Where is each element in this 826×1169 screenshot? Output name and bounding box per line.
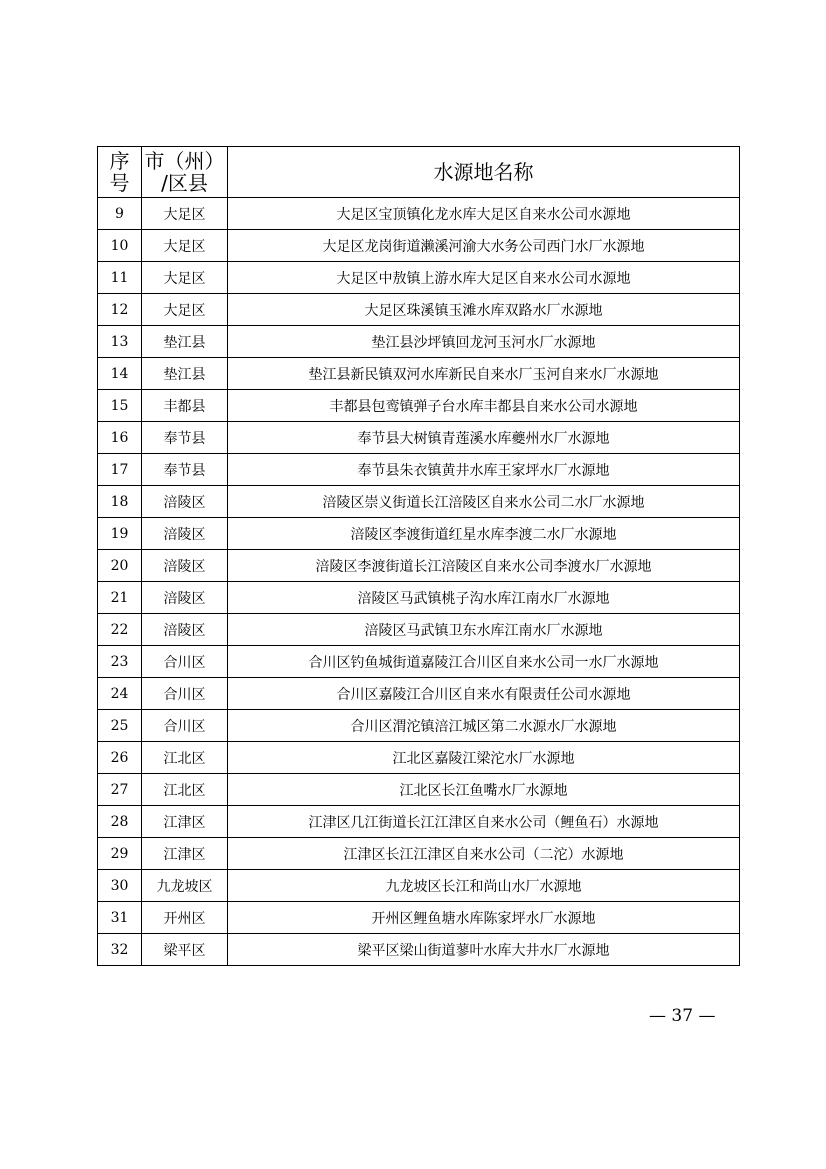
cell-serial-number: 25 — [98, 710, 142, 742]
cell-serial-number: 27 — [98, 774, 142, 806]
cell-serial-number: 10 — [98, 230, 142, 262]
table-row — [98, 710, 740, 742]
table-row — [98, 390, 740, 422]
header-serial-line2: 号 — [109, 171, 130, 195]
cell-city-district: 大足区 — [142, 294, 228, 326]
cell-city-district: 江北区 — [142, 742, 228, 774]
cell-serial-number: 22 — [98, 614, 142, 646]
table-row — [98, 902, 740, 934]
header-city-line1: 市（州） — [144, 149, 225, 173]
header-serial-line1: 序 — [109, 149, 130, 173]
cell-city-district: 奉节县 — [142, 454, 228, 486]
cell-city-district: 合川区 — [142, 646, 228, 678]
cell-source-name: 垫江县沙坪镇回龙河玉河水厂水源地 — [228, 326, 740, 358]
cell-city-district: 开州区 — [142, 902, 228, 934]
cell-serial-number: 11 — [98, 262, 142, 294]
cell-source-name: 涪陵区马武镇卫东水库江南水厂水源地 — [228, 614, 740, 646]
cell-city-district: 江北区 — [142, 774, 228, 806]
cell-city-district: 丰都县 — [142, 390, 228, 422]
cell-city-district: 涪陵区 — [142, 582, 228, 614]
cell-serial-number: 32 — [98, 934, 142, 966]
cell-source-name: 垫江县新民镇双河水库新民自来水厂玉河自来水厂水源地 — [228, 358, 740, 390]
cell-source-name: 合川区钓鱼城街道嘉陵江合川区自来水公司一水厂水源地 — [228, 646, 740, 678]
cell-source-name: 涪陵区李渡街道长江涪陵区自来水公司李渡水厂水源地 — [228, 550, 740, 582]
cell-city-district: 梁平区 — [142, 934, 228, 966]
header-row — [98, 147, 740, 198]
cell-serial-number: 29 — [98, 838, 142, 870]
cell-serial-number: 14 — [98, 358, 142, 390]
cell-city-district: 合川区 — [142, 678, 228, 710]
cell-serial-number: 15 — [98, 390, 142, 422]
cell-city-district: 江津区 — [142, 806, 228, 838]
cell-city-district: 大足区 — [142, 262, 228, 294]
cell-source-name: 江津区长江江津区自来水公司（二沱）水源地 — [228, 838, 740, 870]
header-source-name: 水源地名称 — [228, 147, 740, 198]
cell-serial-number: 19 — [98, 518, 142, 550]
cell-source-name: 九龙坡区长江和尚山水厂水源地 — [228, 870, 740, 902]
header-city-line2: /区县 — [161, 171, 208, 195]
table-row — [98, 550, 740, 582]
table-row — [98, 870, 740, 902]
cell-city-district: 江津区 — [142, 838, 228, 870]
cell-city-district: 垫江县 — [142, 358, 228, 390]
cell-source-name: 奉节县朱衣镇黄井水库王家坪水厂水源地 — [228, 454, 740, 486]
cell-source-name: 江津区几江街道长江江津区自来水公司（鲤鱼石）水源地 — [228, 806, 740, 838]
header-serial-number — [98, 147, 142, 198]
cell-serial-number: 16 — [98, 422, 142, 454]
table-row — [98, 742, 740, 774]
table-body — [98, 198, 740, 966]
cell-source-name: 江北区长江鱼嘴水厂水源地 — [228, 774, 740, 806]
cell-source-name: 大足区宝顶镇化龙水库大足区自来水公司水源地 — [228, 198, 740, 230]
cell-source-name: 涪陵区崇义街道长江涪陵区自来水公司二水厂水源地 — [228, 486, 740, 518]
cell-serial-number: 24 — [98, 678, 142, 710]
cell-serial-number: 28 — [98, 806, 142, 838]
table-row — [98, 198, 740, 230]
table-row — [98, 614, 740, 646]
cell-source-name: 大足区中敖镇上游水库大足区自来水公司水源地 — [228, 262, 740, 294]
table-row — [98, 326, 740, 358]
table-header — [98, 147, 740, 198]
cell-source-name: 涪陵区李渡街道红星水库李渡二水厂水源地 — [228, 518, 740, 550]
cell-serial-number: 9 — [98, 198, 142, 230]
cell-source-name: 合川区嘉陵江合川区自来水有限责任公司水源地 — [228, 678, 740, 710]
cell-serial-number: 21 — [98, 582, 142, 614]
table-row — [98, 806, 740, 838]
cell-serial-number: 17 — [98, 454, 142, 486]
cell-source-name: 大足区珠溪镇玉滩水库双路水厂水源地 — [228, 294, 740, 326]
cell-source-name: 梁平区梁山街道蓼叶水库大井水厂水源地 — [228, 934, 740, 966]
table-row — [98, 646, 740, 678]
header-city-district — [142, 147, 228, 198]
table-row — [98, 678, 740, 710]
cell-serial-number: 13 — [98, 326, 142, 358]
cell-city-district: 九龙坡区 — [142, 870, 228, 902]
table-row — [98, 230, 740, 262]
cell-source-name: 丰都县包鸾镇弹子台水库丰都县自来水公司水源地 — [228, 390, 740, 422]
cell-city-district: 涪陵区 — [142, 518, 228, 550]
table-row — [98, 518, 740, 550]
page-number: — 37 — — [649, 1006, 716, 1026]
table-row — [98, 358, 740, 390]
cell-city-district: 大足区 — [142, 230, 228, 262]
table-row — [98, 934, 740, 966]
cell-source-name: 开州区鲤鱼塘水库陈家坪水厂水源地 — [228, 902, 740, 934]
cell-source-name: 合川区渭沱镇涪江城区第二水源水厂水源地 — [228, 710, 740, 742]
table-row — [98, 422, 740, 454]
table-row — [98, 262, 740, 294]
cell-source-name: 奉节县大树镇青莲溪水库夔州水厂水源地 — [228, 422, 740, 454]
table-row — [98, 486, 740, 518]
cell-city-district: 合川区 — [142, 710, 228, 742]
cell-city-district: 涪陵区 — [142, 550, 228, 582]
cell-serial-number: 26 — [98, 742, 142, 774]
water-source-table — [97, 146, 740, 966]
cell-city-district: 奉节县 — [142, 422, 228, 454]
table-row — [98, 838, 740, 870]
table-row — [98, 582, 740, 614]
cell-city-district: 大足区 — [142, 198, 228, 230]
cell-serial-number: 20 — [98, 550, 142, 582]
cell-city-district: 涪陵区 — [142, 486, 228, 518]
cell-city-district: 涪陵区 — [142, 614, 228, 646]
cell-serial-number: 18 — [98, 486, 142, 518]
table-row — [98, 294, 740, 326]
cell-city-district: 垫江县 — [142, 326, 228, 358]
cell-serial-number: 31 — [98, 902, 142, 934]
cell-serial-number: 12 — [98, 294, 142, 326]
cell-serial-number: 30 — [98, 870, 142, 902]
table-row — [98, 454, 740, 486]
cell-serial-number: 23 — [98, 646, 142, 678]
cell-source-name: 涪陵区马武镇桃子沟水库江南水厂水源地 — [228, 582, 740, 614]
cell-source-name: 大足区龙岗街道濑溪河渝大水务公司西门水厂水源地 — [228, 230, 740, 262]
cell-source-name: 江北区嘉陵江梁沱水厂水源地 — [228, 742, 740, 774]
table-row — [98, 774, 740, 806]
